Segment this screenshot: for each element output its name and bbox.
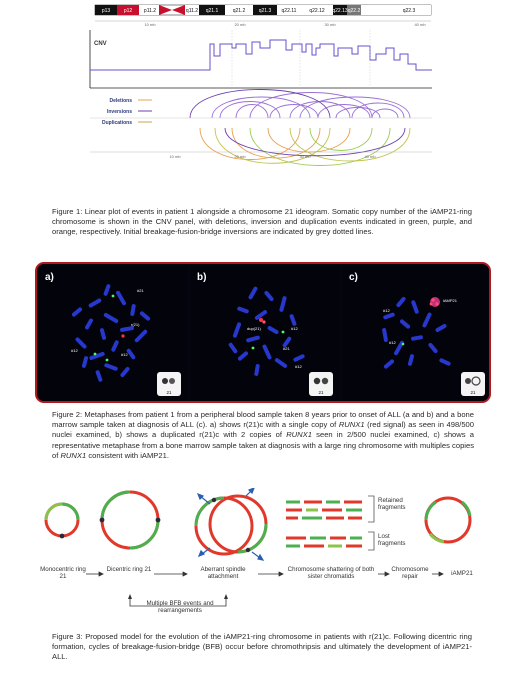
panel-label-a: a) bbox=[45, 272, 54, 283]
band-label: q22.3 bbox=[402, 8, 416, 14]
stage-dicentric-ring: Dicentric ring 21 bbox=[106, 566, 152, 573]
legend-label: Inversions bbox=[106, 109, 132, 115]
band-label: q21.2 bbox=[232, 8, 246, 14]
legend-label: Deletions bbox=[109, 98, 132, 104]
event-arcs bbox=[90, 90, 432, 166]
band-label: p11.2 bbox=[143, 8, 157, 14]
band-label: p12 bbox=[123, 8, 133, 14]
figure-3-model bbox=[0, 488, 520, 618]
bfb-events-label: Multiple BFB events and rearrangements bbox=[146, 600, 214, 615]
tag-a-3: #12 bbox=[71, 348, 78, 353]
tag-a-2: r(21) bbox=[131, 322, 140, 327]
scale-tick-top: 10 mb bbox=[144, 22, 156, 27]
fig2-caption-part-3: seen in 2/500 nuclei examined, c) shows a representative metaphase from a bone marrow sample taken at diagnosis with a large ring chromosome with multiples copies of bbox=[52, 430, 474, 460]
band-label: q22.11 bbox=[281, 8, 297, 14]
tag-b-2: #12 bbox=[291, 326, 298, 331]
tag-b-3: #21 bbox=[283, 346, 290, 351]
tag-c-3: #12 bbox=[389, 340, 396, 345]
inset-chromosome-c: 21 bbox=[461, 372, 485, 396]
scale-tick-bottom: 10 mb bbox=[169, 154, 181, 159]
scale-tick-bottom: 20 mb bbox=[234, 154, 246, 159]
cnv-panel bbox=[90, 30, 432, 88]
cnv-label: CNV bbox=[94, 41, 107, 47]
stage-chromosome-repair: Chromosome repair bbox=[391, 566, 429, 581]
runx1-gene-2: RUNX1 bbox=[286, 430, 312, 440]
runx1-gene-1: RUNX1 bbox=[338, 420, 365, 430]
inset-chromosome-b: 21 bbox=[309, 372, 333, 396]
tag-b-1: dup(21) bbox=[247, 326, 261, 331]
band-label: q22.2 bbox=[347, 8, 361, 14]
tag-c-2: #12 bbox=[383, 308, 390, 313]
scale-tick-top: 40 mb bbox=[414, 22, 426, 27]
runx1-gene-3: RUNX1 bbox=[60, 450, 87, 460]
scale-tick-top: 20 mb bbox=[234, 22, 246, 27]
tag-b-4: #12 bbox=[295, 364, 302, 369]
stage-chromosome-shattering: Chromosome shattering of both sister chromatids bbox=[287, 566, 375, 581]
fig2-caption-part-1: Figure 2: Metaphases from patient 1 from a peripheral blood sample taken 8 years prior to onset of ALL (a and b) and a bone marrow sample taken at diagnosis of ALL (c). a) shows r(21)c with a single copy of bbox=[52, 410, 474, 430]
scale-tick-bottom: 30 mb bbox=[299, 154, 311, 159]
metaphase-panel-a bbox=[39, 266, 187, 401]
figure-1 bbox=[0, 0, 520, 200]
tag-a-4: #12 bbox=[121, 352, 128, 357]
metaphase-panel-b bbox=[191, 266, 339, 401]
band-label: q21.3 bbox=[258, 8, 272, 14]
band-label: q21.1 bbox=[205, 8, 219, 14]
tag-a-1: #21 bbox=[137, 288, 144, 293]
panel-label-b: b) bbox=[197, 272, 207, 283]
band-label: q22.12 bbox=[309, 8, 325, 14]
inset-chromosome-a: 21 bbox=[157, 372, 181, 396]
fig2-caption-part-4: consistent with iAMP21. bbox=[86, 450, 169, 460]
band-label: p13 bbox=[101, 8, 111, 14]
scale-tick-bottom: 40 mb bbox=[364, 154, 376, 159]
figure-2-metaphase-panel bbox=[35, 262, 491, 403]
fig2-caption-part-2: (red signal) as seen in 498/500 nuclei examined, b) shows a duplicated r(21)c with 2 copies of bbox=[52, 420, 474, 440]
event-legend bbox=[102, 98, 152, 126]
tag-c-1: iAMP21 bbox=[443, 298, 458, 303]
figure-1-caption: Figure 1: Linear plot of events in patient 1 alongside a chromosome 21 ideogram. Somatic copy number of the iAMP21-ring chromosome is shown in the CNV panel, with deletions, inversion and duplication events indicated in green, purple, and orange, respectively. Initial breakage-fusion-bridge inversions are indicated by grey dotted lines. bbox=[52, 207, 472, 237]
stage-iamp21: iAMP21 bbox=[451, 570, 473, 577]
band-label: q22.13 bbox=[332, 8, 348, 14]
figure-3-caption: Figure 3: Proposed model for the evolution of the iAMP21-ring chromosome in patients with r(21)c. Following dicentric ring formation, cycles of breakage-fusion-bridge (BFB) occur before chromothripsis and ultimately the development of iAMP21-ALL. bbox=[52, 632, 472, 662]
panel-label-c: c) bbox=[349, 272, 358, 283]
figure-1-plot bbox=[0, 0, 520, 200]
retained-fragments-label: Retained fragments bbox=[378, 497, 406, 512]
figure-2-caption bbox=[52, 410, 474, 461]
metaphase-panel-c bbox=[343, 266, 491, 401]
chromosome-ideogram bbox=[95, 5, 431, 15]
band-label: q11.2 bbox=[185, 8, 199, 14]
lost-fragments-label: Lost fragments bbox=[378, 533, 406, 548]
figure-3-diagram bbox=[0, 488, 520, 618]
stage-monocentric-ring: Monocentric ring 21 bbox=[40, 566, 86, 581]
stage-spindle-attachment: Aberrant spindle attachment bbox=[200, 566, 246, 581]
legend-label: Duplications bbox=[101, 120, 132, 126]
scale-tick-top: 30 mb bbox=[324, 22, 336, 27]
